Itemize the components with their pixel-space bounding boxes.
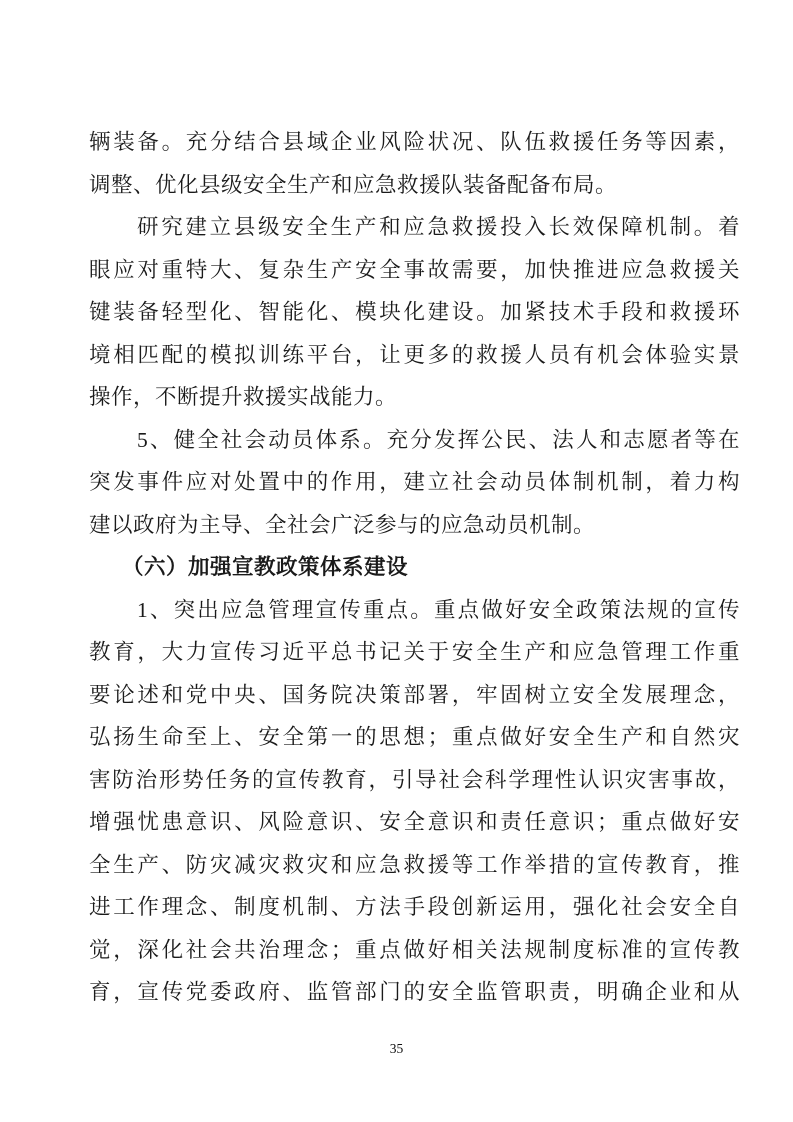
text-line: 研究建立县级安全生产和应急救援投入长效保障机制。着 <box>137 215 740 239</box>
text-line: 弘扬生命至上、安全第一的思想；重点做好安全生产和自然灾 <box>89 725 740 749</box>
text-line: 教育，大力宣传习近平总书记关于安全生产和应急管理工作重 <box>89 640 740 664</box>
text-line: 操作，不断提升救援实战能力。 <box>89 385 398 409</box>
page-number: 35 <box>389 1041 404 1056</box>
text-line: 觉，深化社会共治理念；重点做好相关法规制度标准的宣传教 <box>89 937 740 962</box>
text-line: 害防治形势任务的宣传教育，引导社会科学理性认识灾害事故， <box>89 767 740 792</box>
text-body <box>89 121 740 1014</box>
text-line: 要论述和党中央、国务院决策部署，牢固树立安全发展理念， <box>89 682 740 707</box>
text-line: 5、健全社会动员体系。充分发挥公民、法人和志愿者等在 <box>137 427 740 452</box>
text-line: 境相匹配的模拟训练平台，让更多的救援人员有机会体验实景 <box>89 342 740 367</box>
text-line: 育，宣传党委政府、监管部门的安全监管职责，明确企业和从 <box>89 980 740 1004</box>
text-line: 全生产、防灾减灾救灾和应急救援等工作举措的宣传教育，推 <box>89 852 740 877</box>
text-line: 增强忧患意识、风险意识、安全意识和责任意识；重点做好安 <box>89 810 740 834</box>
section-heading: （六）加强宣教政策体系建设 <box>122 555 409 579</box>
text-line: 突发事件应对处置中的作用，建立社会动员体制机制，着力构 <box>89 470 740 494</box>
text-line: 键装备轻型化、智能化、模块化建设。加紧技术手段和救援环 <box>89 300 740 324</box>
text-line: 建以政府为主导、全社会广泛参与的应急动员机制。 <box>89 512 596 537</box>
text-line: 1、突出应急管理宣传重点。重点做好安全政策法规的宣传 <box>137 597 740 622</box>
text-line: 眼应对重特大、复杂生产安全事故需要，加快推进应急救援关 <box>89 257 740 282</box>
text-line: 调整、优化县级安全生产和应急救援队装备配备布局。 <box>89 172 618 197</box>
text-line: 辆装备。充分结合县域企业风险状况、队伍救援任务等因素， <box>89 130 740 154</box>
text-line: 进工作理念、制度机制、方法手段创新运用，强化社会安全自 <box>89 895 740 919</box>
